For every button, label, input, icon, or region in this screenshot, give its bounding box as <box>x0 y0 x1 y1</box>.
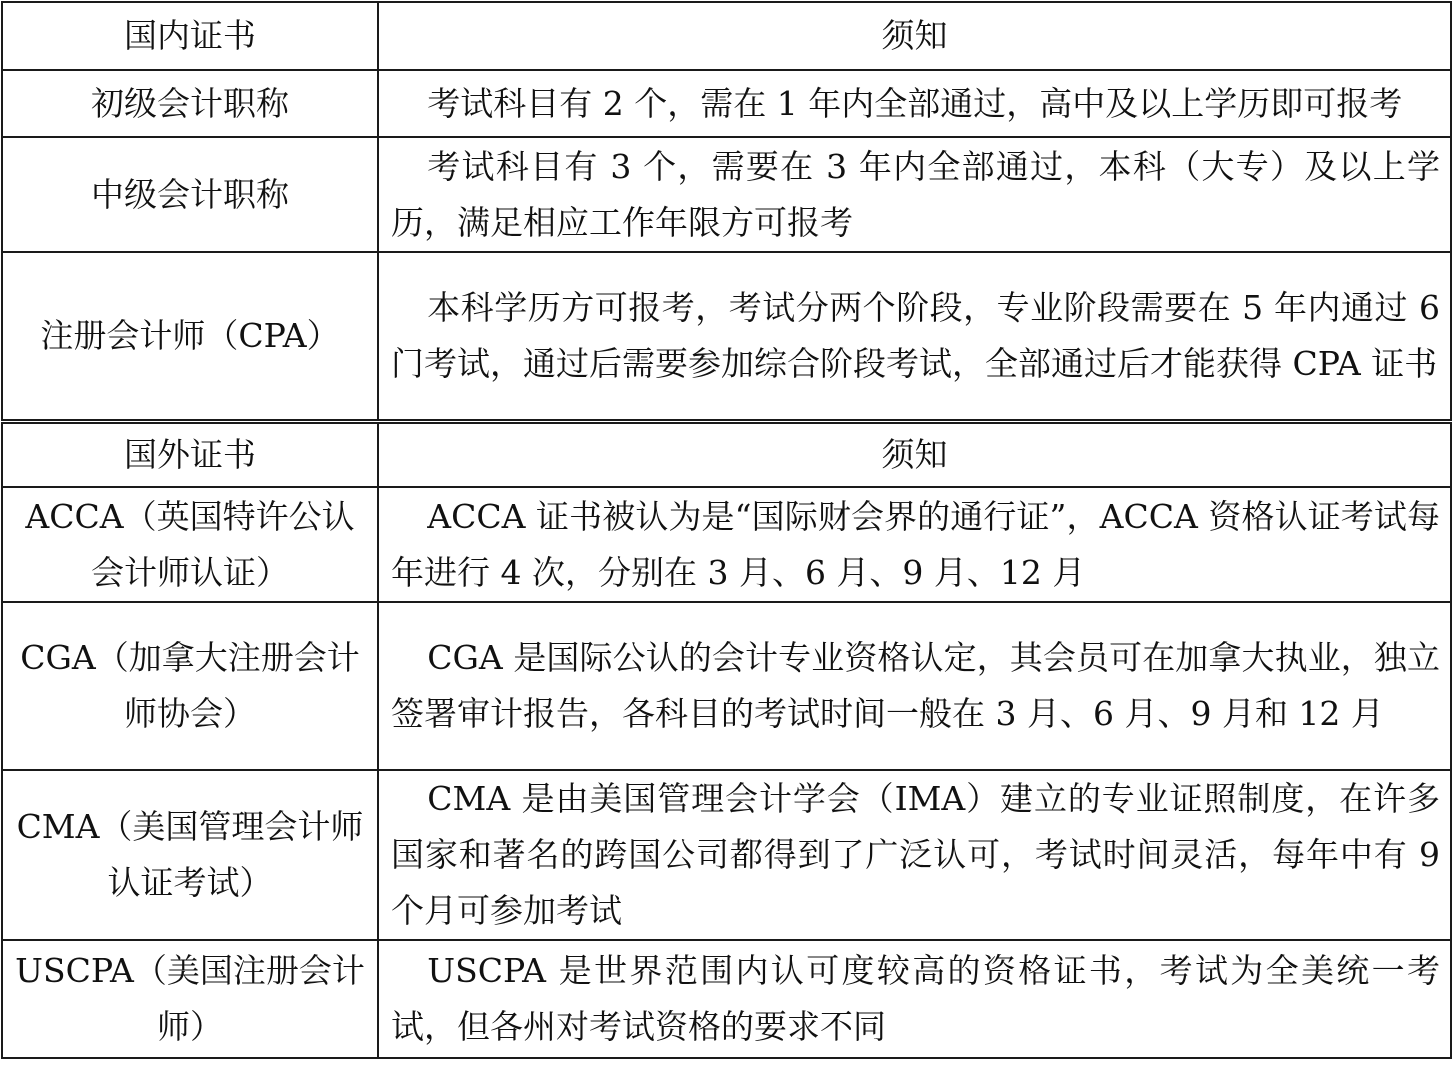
domestic-header-row <box>2 2 1451 70</box>
certificate-notes: ACCA 证书被认为是“国际财会界的通行证”，ACCA 资格认证考试每年进行 4 次，分别在 3 月、6 月、9 月、12 月 <box>378 487 1451 602</box>
certificate-notes: 考试科目有 2 个，需在 1 年内全部通过，高中及以上学历即可报考 <box>378 70 1451 137</box>
certificate-notes: 本科学历方可报考，考试分两个阶段，专业阶段需要在 5 年内通过 6 门考试，通过后需要参加综合阶段考试，全部通过后才能获得 CPA 证书 <box>378 252 1451 422</box>
foreign-header-notes: 须知 <box>378 422 1451 488</box>
certificate-notes: 考试科目有 3 个，需要在 3 年内全部通过，本科（大专）及以上学历，满足相应工作年限方可报考 <box>378 137 1451 252</box>
table-row <box>2 252 1451 422</box>
table-row <box>2 770 1451 940</box>
certificate-name: 注册会计师（CPA） <box>2 252 378 422</box>
domestic-header-certificate: 国内证书 <box>2 2 378 70</box>
domestic-header-notes: 须知 <box>378 2 1451 70</box>
foreign-header-row <box>2 422 1451 488</box>
certificate-name: ACCA（英国特许公认会计师认证） <box>2 487 378 602</box>
certificate-name: 中级会计职称 <box>2 137 378 252</box>
certificate-name: CGA（加拿大注册会计师协会） <box>2 602 378 770</box>
table-row <box>2 70 1451 137</box>
foreign-header-certificate: 国外证书 <box>2 422 378 488</box>
table-row <box>2 137 1451 252</box>
certificate-table <box>1 1 1452 1059</box>
table-row <box>2 940 1451 1058</box>
certificate-notes: CMA 是由美国管理会计学会（IMA）建立的专业证照制度，在许多国家和著名的跨国公司都得到了广泛认可，考试时间灵活，每年中有 9 个月可参加考试 <box>378 770 1451 940</box>
certificate-notes: CGA 是国际公认的会计专业资格认定，其会员可在加拿大执业，独立签署审计报告，各科目的考试时间一般在 3 月、6 月、9 月和 12 月 <box>378 602 1451 770</box>
certificate-name: USCPA（美国注册会计师） <box>2 940 378 1058</box>
certificate-name: CMA（美国管理会计师认证考试） <box>2 770 378 940</box>
certificate-notes: USCPA 是世界范围内认可度较高的资格证书，考试为全美统一考试，但各州对考试资格的要求不同 <box>378 940 1451 1058</box>
table-row <box>2 487 1451 602</box>
certificate-name: 初级会计职称 <box>2 70 378 137</box>
table-row <box>2 602 1451 770</box>
